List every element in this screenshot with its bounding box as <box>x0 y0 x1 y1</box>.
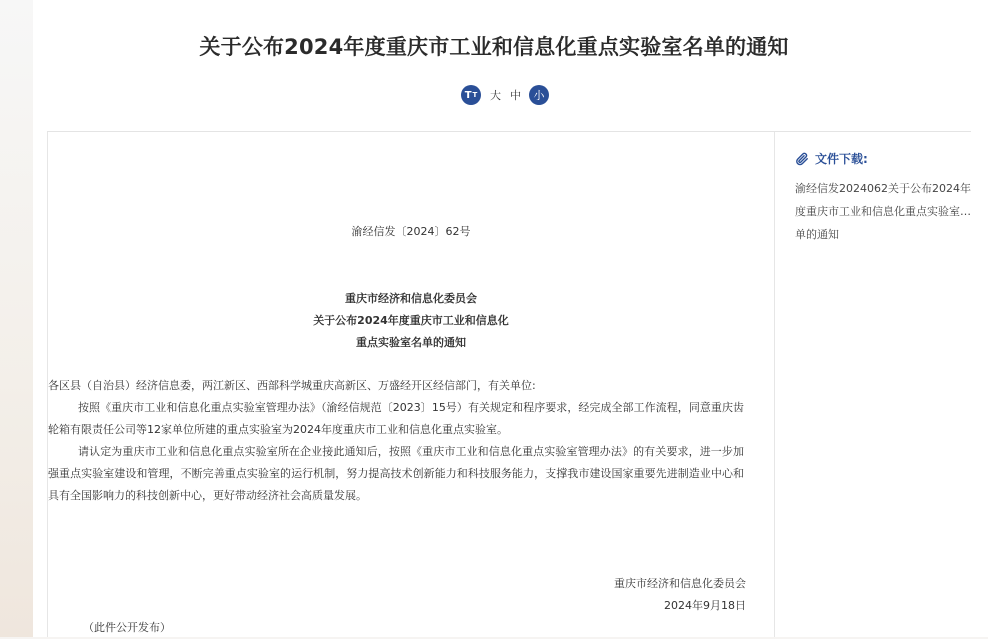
download-heading-label: 文件下载: <box>815 152 868 166</box>
file-download-link[interactable]: 渝经信发2024062关于公布2024年度重庆市工业和信息化重点实验室名单的通知 <box>795 182 971 241</box>
font-size-large-button[interactable]: 大 <box>490 89 501 102</box>
font-size-small-button[interactable]: 小 <box>529 85 549 105</box>
page-background <box>0 0 33 637</box>
page-title: 关于公布2024年度重庆市工业和信息化重点实验室名单的通知 <box>199 35 789 59</box>
paragraph-1: 按照《重庆市工业和信息化重点实验室管理办法》（渝经信规范〔2023〕15号）有关规定和程序要求，经完成全部工作流程，同意重庆齿轮箱有限责任公司等12家单位所建的重点实验室为2024年度重庆市工业和信息化重点实验室。 <box>48 401 744 436</box>
font-size-icon <box>461 85 481 105</box>
document-number: 渝经信发〔2024〕62号 <box>351 225 471 238</box>
paperclip-icon <box>795 152 809 166</box>
issuer-name: 重庆市经济和信息化委员会 <box>345 292 477 305</box>
font-size-icon-small: T <box>472 91 478 99</box>
heading-line-1: 关于公布2024年度重庆市工业和信息化 <box>313 314 509 327</box>
paragraph-2: 请认定为重庆市工业和信息化重点实验室所在企业接此通知后，按照《重庆市工业和信息化重点实验室管理办法》的有关要求，进一步加强重点实验室建设和管理，不断完善重点实验室的运行机制，努力提高技术创新能力和科技服务能力，支撑我市建设国家重要先进制造业中心和具有全国影响力的科技创新中心，更好带动经济社会高质量发展。 <box>48 445 744 502</box>
document-heading <box>48 288 774 354</box>
signature-block <box>614 573 746 617</box>
document-body <box>48 375 744 507</box>
public-note: （此件公开发布） <box>83 621 171 634</box>
signer-name: 重庆市经济和信息化委员会 <box>614 577 746 590</box>
salutation: 各区县（自治县）经济信息委，两江新区、西部科学城重庆高新区、万盛经开区经信部门，有关单位: <box>48 379 536 392</box>
heading-line-2: 重点实验室名单的通知 <box>356 336 466 349</box>
article-content <box>47 132 775 637</box>
font-size-switcher <box>461 84 556 106</box>
download-sidebar <box>795 150 975 241</box>
signing-date: 2024年9月18日 <box>664 599 746 612</box>
font-size-icon-label: T <box>464 89 472 101</box>
font-size-medium-button[interactable]: 中 <box>510 89 521 102</box>
download-heading <box>795 150 975 167</box>
